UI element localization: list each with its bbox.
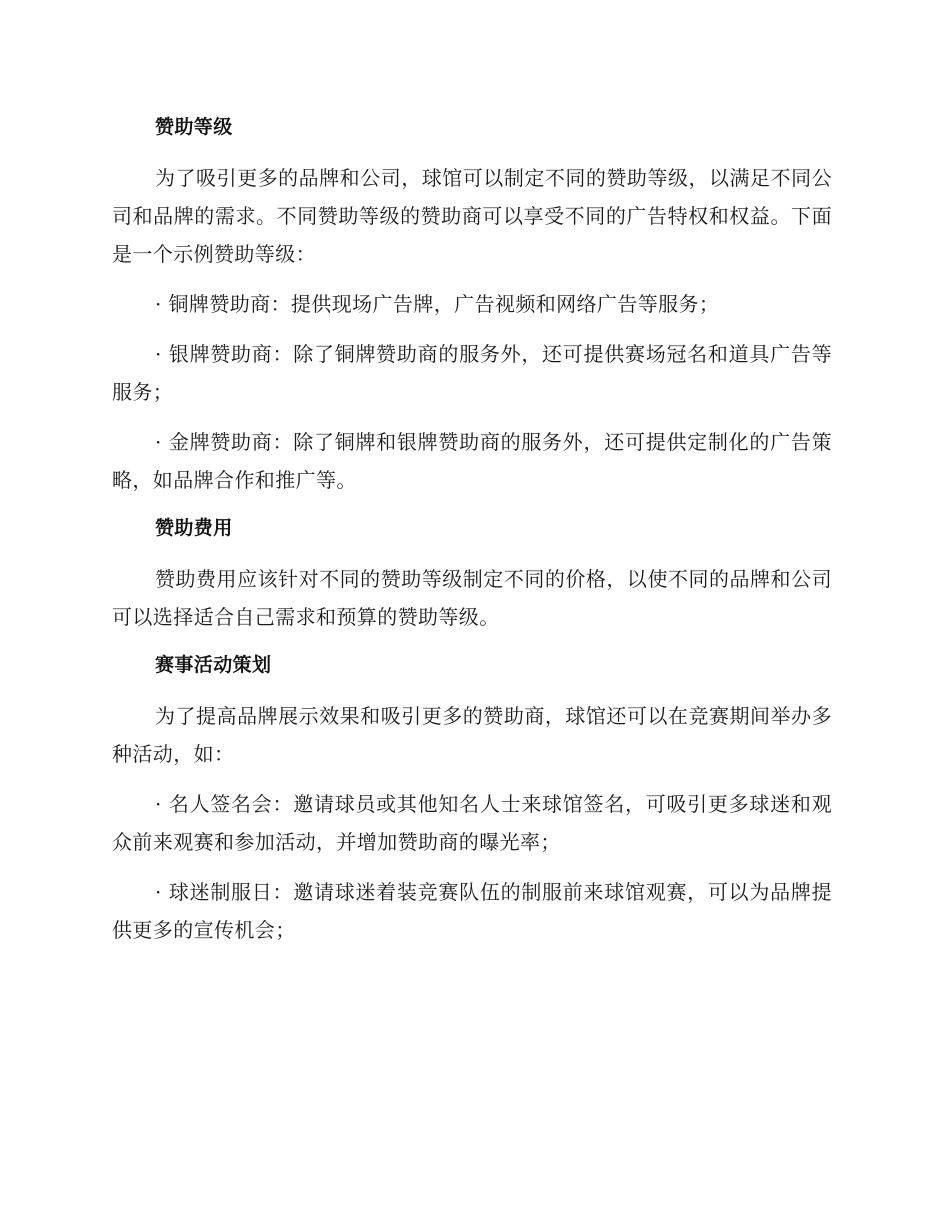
paragraph-events-intro: 为了提高品牌展示效果和吸引更多的赞助商，球馆还可以在竞赛期间举办多种活动，如： <box>112 704 832 766</box>
paragraph-fees: 赞助费用应该针对不同的赞助等级制定不同的价格，以使不同的品牌和公司可以选择适合自己需求和预算的赞助等级。 <box>112 567 832 629</box>
section-heading-event-planning: 赛事活动策划 <box>155 654 272 676</box>
list-item-bronze-sponsor: · 铜牌赞助商：提供现场广告牌，广告视频和网络广告等服务； <box>155 292 720 316</box>
section-heading-sponsorship-levels: 赞助等级 <box>155 116 233 138</box>
list-item-silver-sponsor: · 银牌赞助商：除了铜牌赞助商的服务外，还可提供赛场冠名和道具广告等服务； <box>112 342 832 404</box>
document-body <box>112 108 832 949</box>
section-heading-sponsorship-fees: 赞助费用 <box>155 517 233 539</box>
list-item-fan-jersey-day: · 球迷制服日：邀请球迷着装竞赛队伍的制服前来球馆观赛，可以为品牌提供更多的宣传机会； <box>112 880 832 942</box>
paragraph-levels-intro: 为了吸引更多的品牌和公司，球馆可以制定不同的赞助等级，以满足不同公司和品牌的需求。不同赞助等级的赞助商可以享受不同的广告特权和权益。下面是一个示例赞助等级： <box>112 166 832 266</box>
list-item-gold-sponsor: · 金牌赞助商：除了铜牌和银牌赞助商的服务外，还可提供定制化的广告策略，如品牌合作和推广等。 <box>112 430 832 492</box>
list-item-celebrity-signing: · 名人签名会：邀请球员或其他知名人士来球馆签名，可吸引更多球迷和观众前来观赛和参加活动，并增加赞助商的曝光率； <box>112 792 832 854</box>
